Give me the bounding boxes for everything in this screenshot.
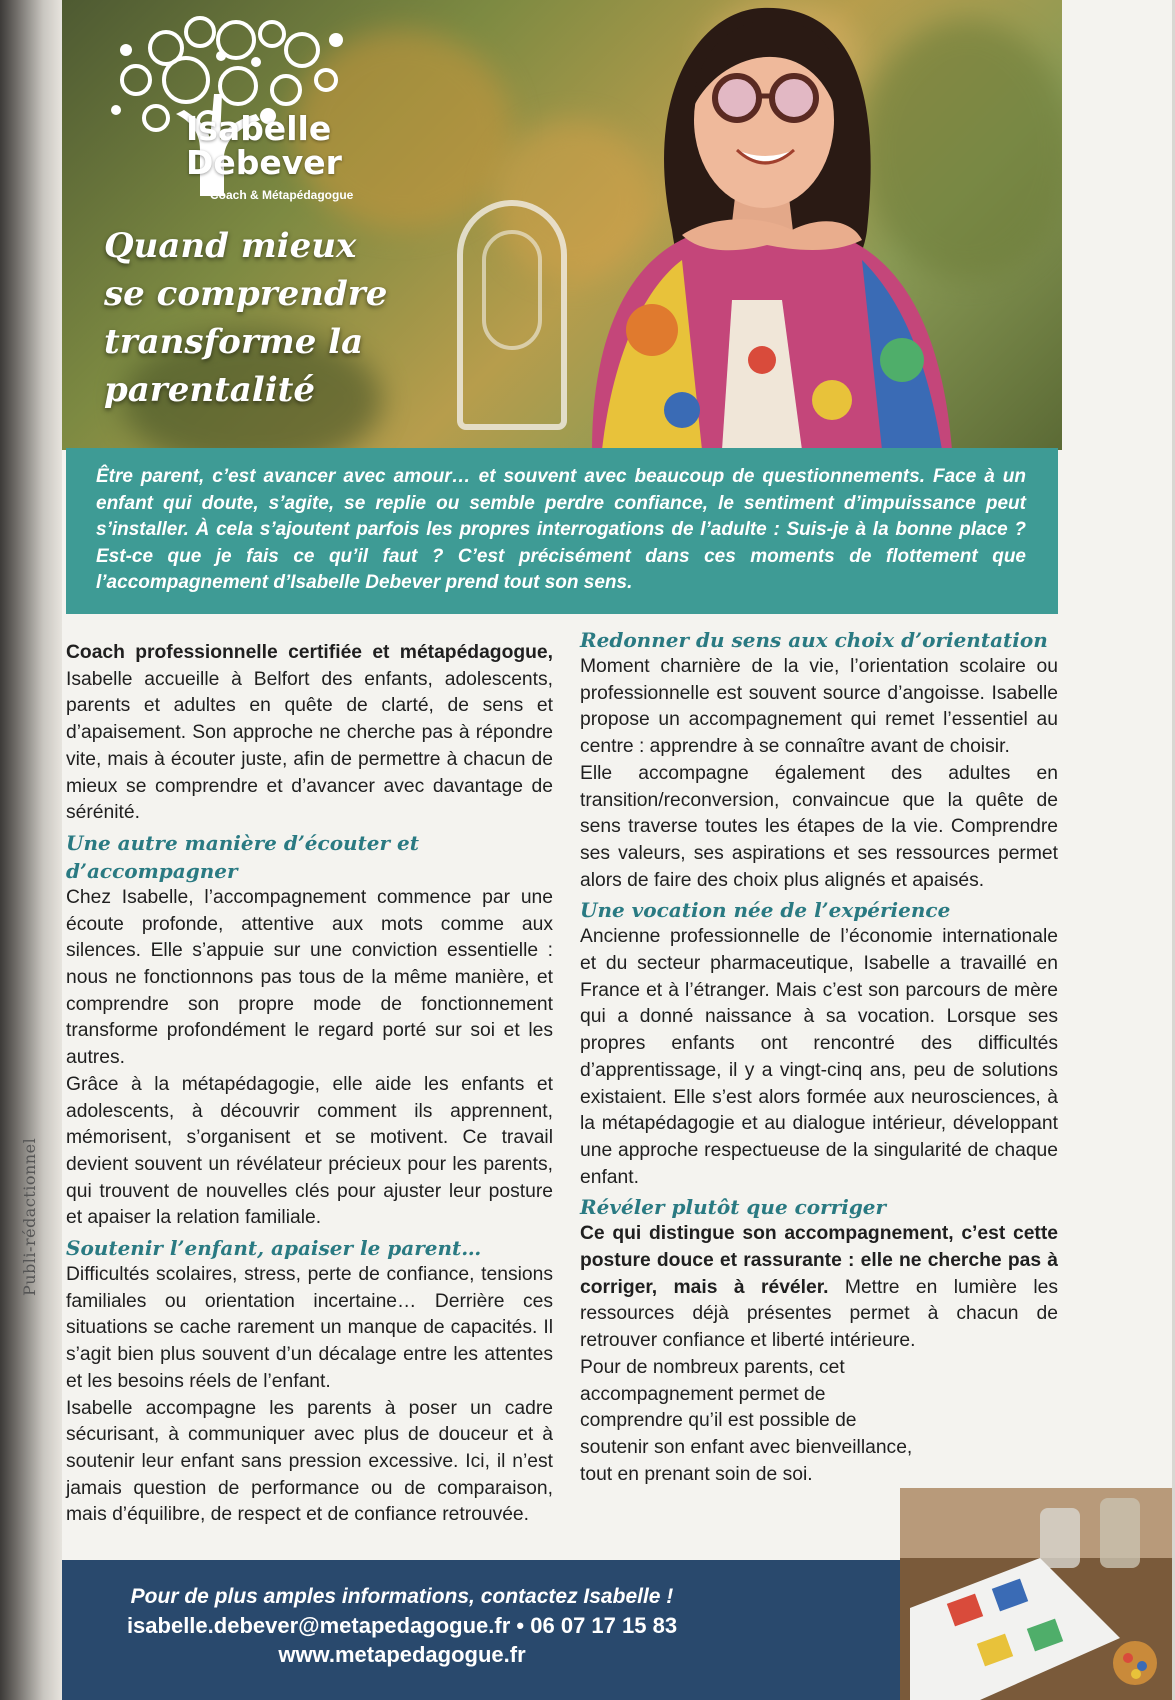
right-column bbox=[580, 628, 1058, 1488]
paragraph: Ancienne professionnelle de l’économie internationale et du secteur pharmaceutique, Isabelle a travaillé en France et à l’étranger. Mais c’est son parcours de mère qui a donné naissance à sa vocation. Lorsque ses propres enfants ont rencontré des difficultés d’apprentissage, il y a vingt-cinq ans, peu de solutions existaient. Elle s’est alors formée aux neurosciences, à la métapédagogie et au dialogue intérieur, développant une approche respectueuse de la singularité de chaque enfant. bbox=[580, 926, 1058, 1188]
separator: • bbox=[516, 1613, 525, 1638]
paragraph: Grâce à la métapédagogie, elle aide les enfants et adolescents, à découvrir comment ils apprennent, mémorisent, s’organisent et se motivent. Ce travail devient souvent un révélateur précieux pour les parents, qui trouvent de nouvelles clés pour ajuster leur posture et apaiser la relation familiale. bbox=[66, 1073, 553, 1229]
subheading: Redonner du sens aux choix d’orientation bbox=[580, 628, 1048, 652]
learning-game-photo bbox=[900, 1488, 1172, 1700]
logo-name: Isabelle Debever bbox=[186, 109, 342, 182]
paragraph: Chez Isabelle, l’accompagnement commence par une écoute profonde, attentive aux mots comme aux silences. Elle s’appuie sur une conviction essentielle : nous ne fonctionnons pas tous de la même manière, et comprendre son propre mode de fonctionnement transforme profondément le regard porté sur soi et les autres. bbox=[66, 886, 553, 1069]
magazine-page bbox=[62, 0, 1172, 1700]
hero-photo bbox=[62, 0, 1062, 450]
intro-text: Être parent, c’est avancer avec amour… et souvent avec beaucoup de questionnements. Face à un enfant qui doute, s’agite, se replie ou semble perdre confiance, le sentiment d’impuissance peut s’installer. À cela s’ajoutent parfois les propres interrogations de l’adulte : Suis-je à la bonne place ? Est-ce que je fais ce qu’il faut ? C’est précisément dans ces moments de flottement que l’accompagnement d’Isabelle Debever prend tout son sens. bbox=[96, 466, 1026, 593]
page-title: Quand mieux se comprendre transforme la parentalité bbox=[104, 226, 388, 410]
magazine-spine bbox=[0, 0, 62, 1700]
paragraph: Elle accompagne également des adultes en transition/reconversion, convaincue que la quête de sens traverse toutes les étapes de la vie. Comprendre ses valeurs, ses aspirations et ses ressources permet alors de faire des choix plus alignés et apaisés. bbox=[580, 762, 1058, 891]
email-link[interactable]: isabelle.debever@metapedagogue.fr bbox=[126, 1613, 511, 1638]
portrait-photo bbox=[532, 0, 962, 450]
subheading: Révéler plutôt que corriger bbox=[580, 1195, 887, 1220]
contact-heading: Pour de plus amples informations, contactez Isabelle ! bbox=[130, 1585, 674, 1608]
contact-line bbox=[122, 1611, 682, 1640]
paragraph: Coach professionnelle certifiée et métapédagogue, Isabelle accueille à Belfort des enfants, adolescents, parents et adultes en quête de clarté, de sens et d’apaisement. Son approche ne cherche pas à répondre vite, mais à écouter juste, afin de permettre à chacun de mieux se comprendre et d’avancer avec davantage de sérénité. bbox=[66, 642, 553, 824]
subheading: Soutenir l’enfant, apaiser le parent… bbox=[66, 1236, 482, 1261]
intro-box bbox=[66, 448, 1058, 614]
contact-block bbox=[122, 1582, 682, 1669]
subheading: Une vocation née de l’expérience bbox=[580, 898, 951, 923]
paragraph: Isabelle accompagne les parents à poser un cadre sécurisant, à communiquer avec plus de douceur et à soutenir leur enfant sans pression excessive. Ici, il n’est jamais question de performance ou de comparaison, mais d’équilibre, de respect et de confiance retrouvée. bbox=[66, 1397, 553, 1526]
logo-subtitle: Coach & Métapédagogue bbox=[210, 188, 354, 202]
subheading: Une autre manière d’écouter et d’accompagner bbox=[66, 830, 419, 883]
paragraph: Ce qui distingue son accompagnement, c’est cette posture douce et rassurante : elle ne cherche pas à corriger, mais à révéler. Mettre en lumière les ressources déjà présentes permet à chacun de retrouver confiance et liberté intérieure. bbox=[580, 1223, 1058, 1352]
advertorial-label: Publi-rédactionnel bbox=[20, 1137, 39, 1296]
paragraph: Moment charnière de la vie, l’orientation scolaire ou professionnelle est souvent source d’angoisse. Isabelle propose un accompagnement qui remet l’essentiel au centre : apprendre à se connaître avant de choisir. bbox=[580, 656, 1058, 758]
left-column bbox=[66, 640, 553, 1529]
phone-link[interactable]: 06 07 17 15 83 bbox=[530, 1613, 678, 1638]
website-link[interactable]: www.metapedagogue.fr bbox=[278, 1642, 526, 1667]
paragraph: Pour de nombreux parents, cet accompagnement permet de comprendre qu’il est possible de soutenir son enfant avec bienveillance, tout en prenant soin de soi. bbox=[580, 1356, 913, 1485]
paragraph: Difficultés scolaires, stress, perte de confiance, tensions familiales ou orientation incertaine… Derrière ces situations se cache rarement un manque de capacités. Il s’agit bien plus souvent d’un décalage entre les attentes et les besoins réels de l’enfant. bbox=[66, 1264, 553, 1392]
